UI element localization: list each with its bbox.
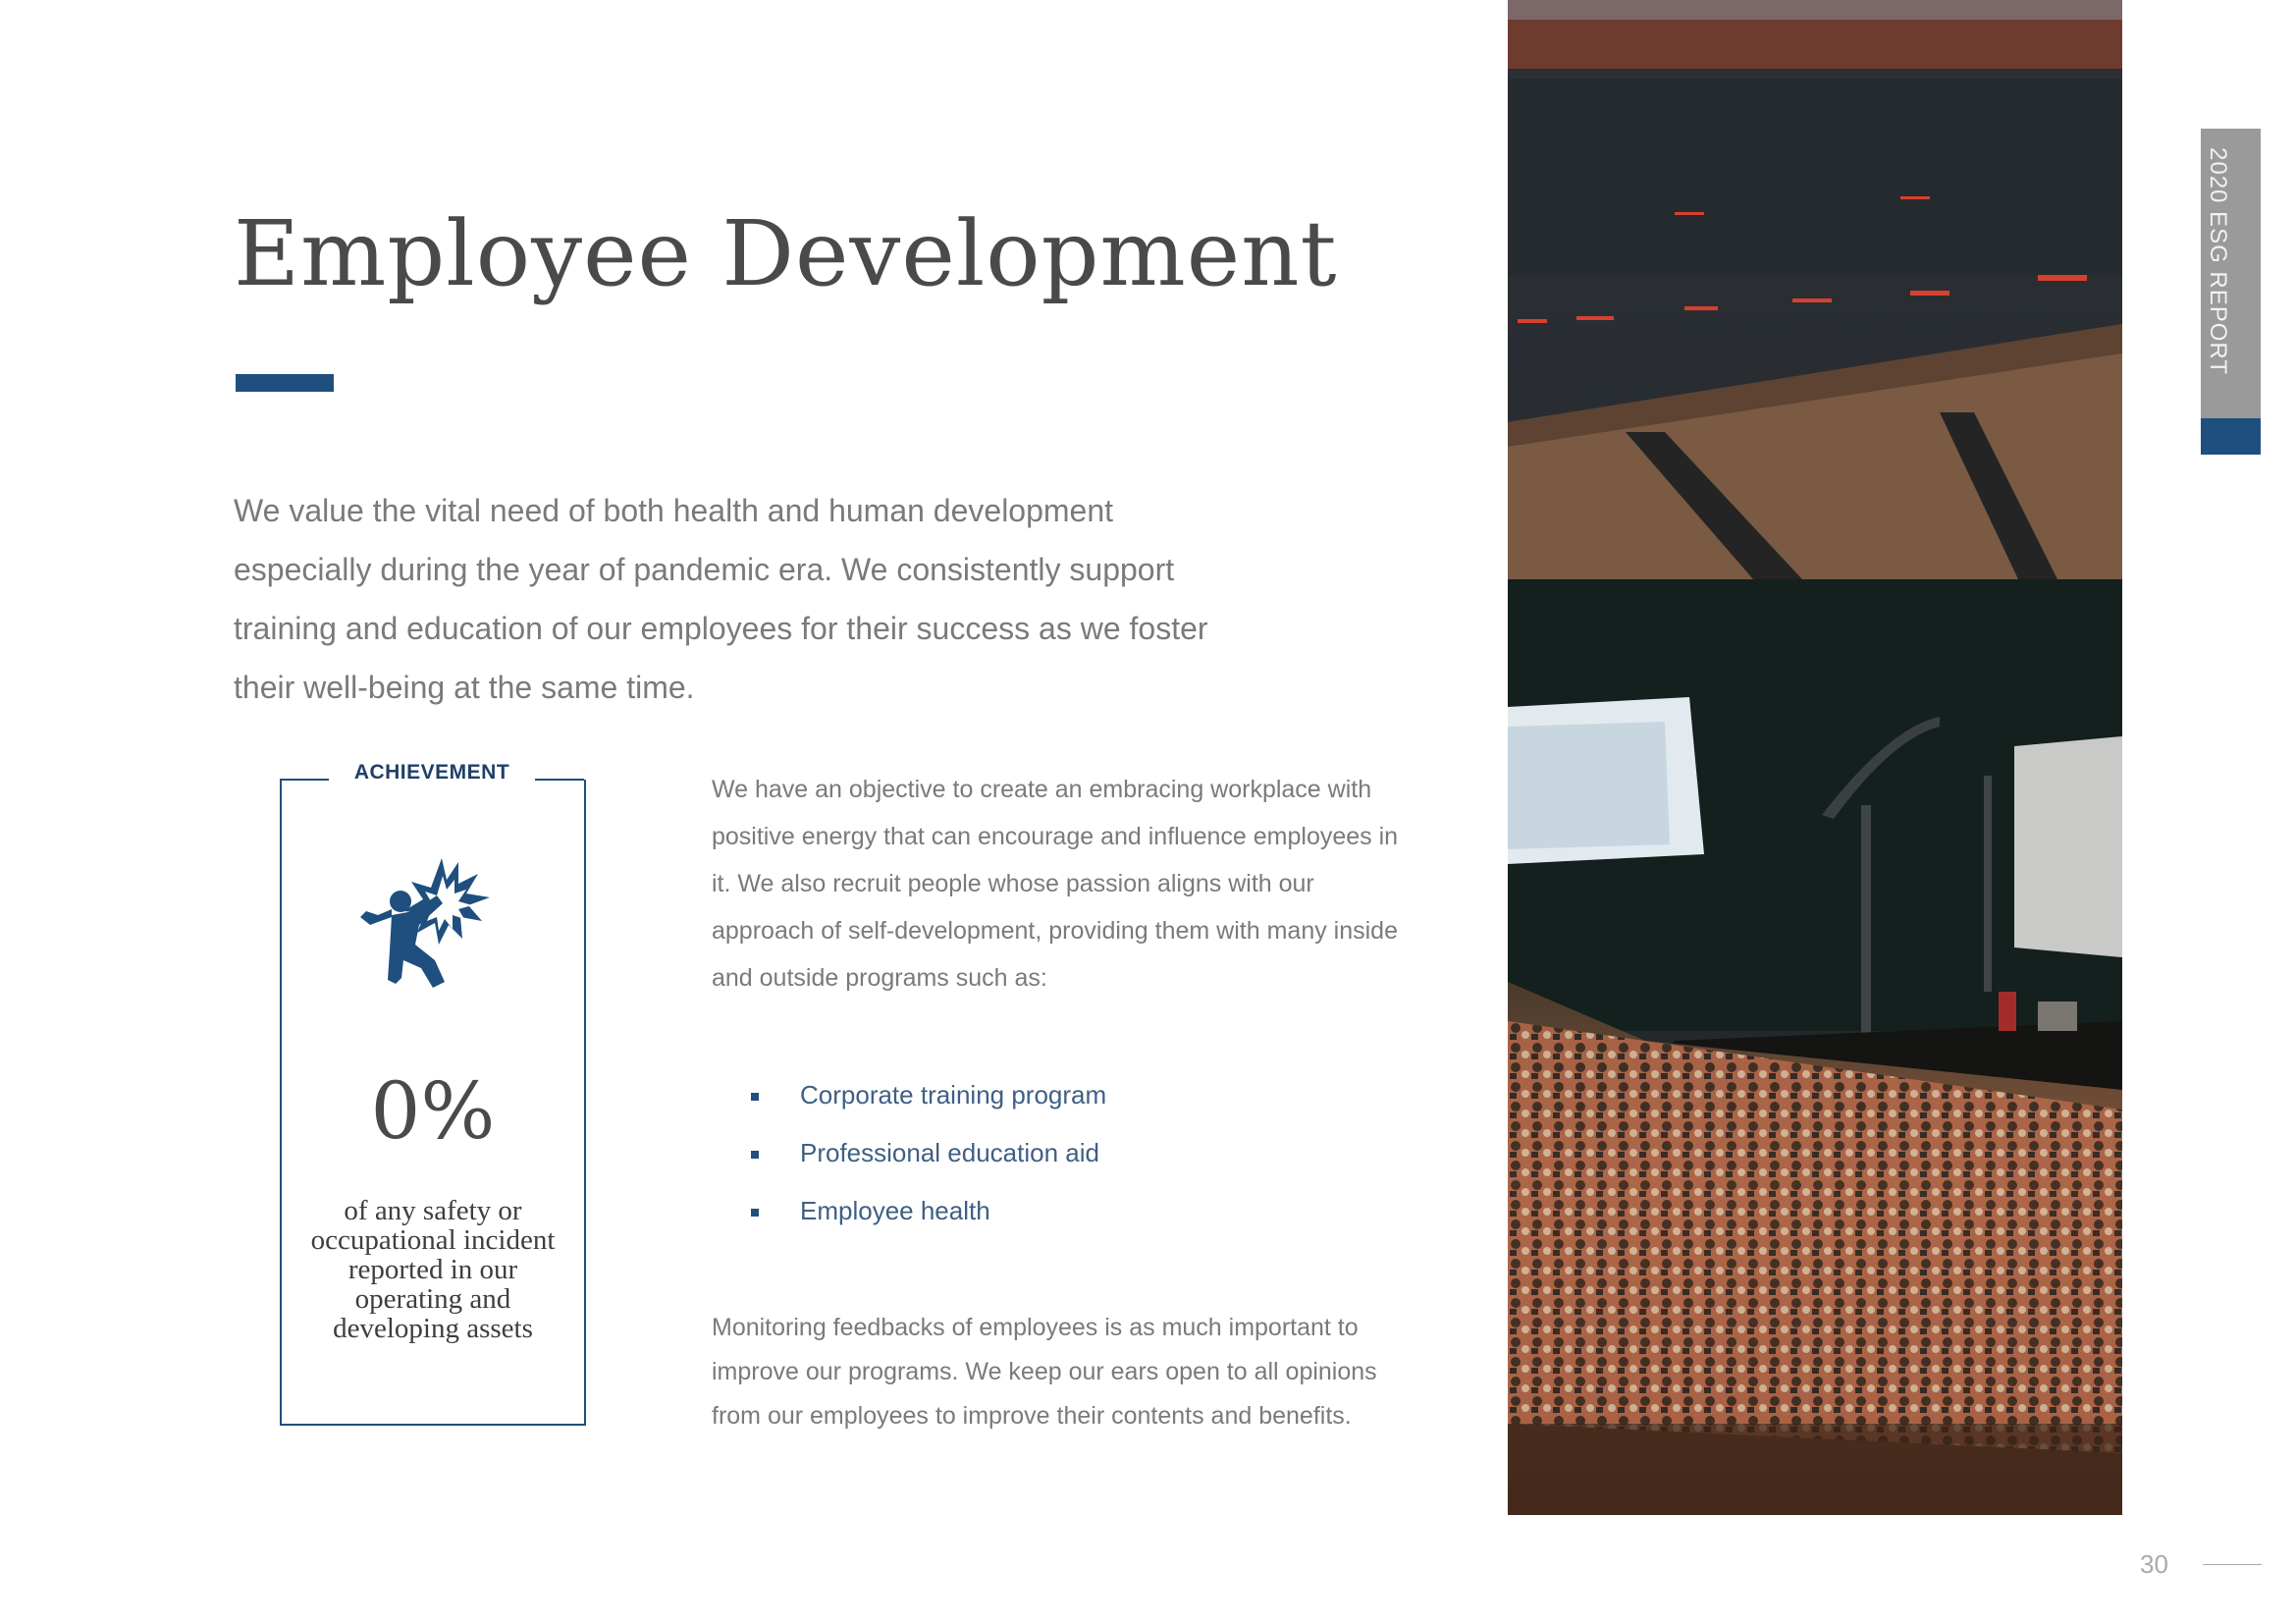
report-side-tab-label: 2020 ESG REPORT: [2205, 147, 2231, 375]
list-item: Employee health: [751, 1196, 1106, 1254]
bullet-square-icon: [751, 1151, 759, 1159]
program-list: [751, 1080, 1106, 1254]
achievement-box-top-right: [535, 779, 584, 781]
achievement-value: 0%: [370, 1065, 496, 1157]
achievement-label: ACHIEVEMENT: [353, 761, 510, 784]
page-number-rule: [2203, 1564, 2262, 1565]
achievement-description: of any safety or occupational incident reported in our operating and developing assets: [310, 1195, 556, 1344]
list-item: Corporate training program: [751, 1080, 1106, 1138]
page-number: 30: [2140, 1549, 2168, 1579]
bullet-square-icon: [751, 1209, 759, 1217]
report-side-tab-accent: [2201, 418, 2261, 455]
workplace-accident-icon: [358, 854, 491, 992]
title-underline-bar: [236, 374, 334, 392]
auditorium-photo: [1508, 0, 2122, 1515]
intro-paragraph: We value the vital need of both health and human development especially during the year of pandemic era. We consistently support training and education of our employees for their success as we foster their well-being at the same time.: [234, 493, 1208, 705]
list-item: Professional education aid: [751, 1138, 1106, 1196]
feedback-paragraph: Monitoring feedbacks of employees is as much important to improve our programs. We keep our ears open to all opinions from our employees to improve their contents and benefits.: [712, 1314, 1377, 1430]
bullet-square-icon: [751, 1093, 759, 1101]
page-title: Employee Development: [234, 201, 1338, 306]
achievement-box-top-left: [280, 779, 329, 781]
objective-paragraph: We have an objective to create an embracing workplace with positive energy that can encourage and influence employees in it. We also recruit people whose passion aligns with our approach of self-development, providing them with many inside and outside programs such as:: [712, 776, 1399, 992]
